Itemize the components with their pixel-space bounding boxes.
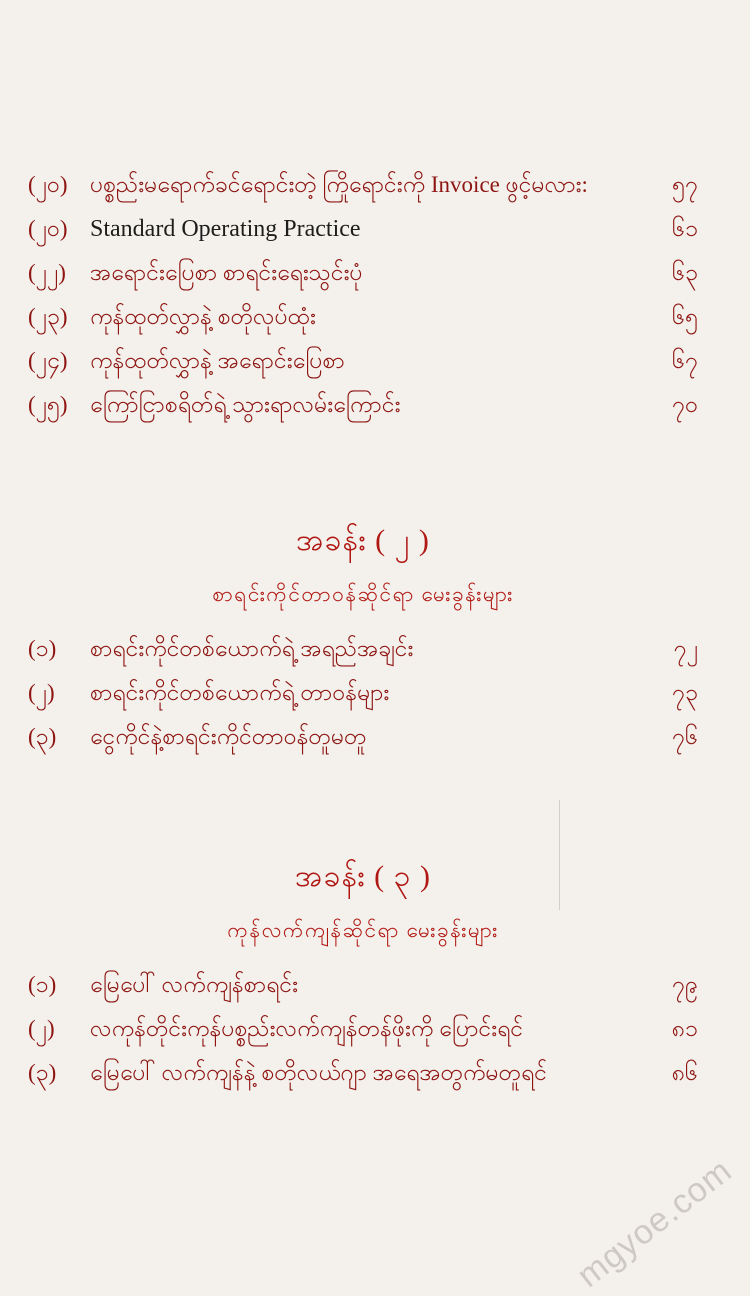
toc-item-page: ၆၇ [672, 348, 698, 373]
toc-item-number: (၂၂) [28, 260, 66, 285]
chapter-title: အခန်း ( ၃ ) [295, 860, 431, 893]
toc-item-title: ကြော်ငြာစရိတ်ရဲ့ သွားရာလမ်းကြောင်း [90, 392, 401, 417]
toc-item-page: ၇၉ [672, 972, 698, 997]
toc-item-page: ၈၁ [671, 1016, 698, 1041]
toc-item-page: ၈၆ [671, 1060, 698, 1085]
toc-item-number: (၂) [28, 680, 55, 705]
chapter-subtitle: ကုန်လက်ကျန်ဆိုင်ရာ မေးခွန်းများ [227, 918, 499, 942]
toc-item-number: (၃) [28, 724, 57, 749]
toc-item-page: ၇၀ [672, 392, 698, 417]
toc-item-title: စာရင်းကိုင်တစ်ယောက်ရဲ့ တာဝန်များ [90, 680, 390, 705]
list-item [28, 970, 698, 1014]
toc-item-title: ပစ္စည်းမရောက်ခင်ရောင်းတဲ့ ကြိုရောင်းကို Invoice ဖွင့်မလား: [90, 172, 588, 197]
toc-item-number: (၂၀) [28, 172, 68, 197]
list-item [28, 1058, 698, 1102]
list-item [28, 722, 698, 766]
toc-item-page: ၇၆ [672, 724, 698, 749]
toc-item-page: ၆၅ [672, 304, 698, 329]
list-item [28, 390, 698, 434]
list-item [28, 302, 698, 346]
toc-item-page: ၆၃ [672, 260, 698, 285]
toc-item-number: (၁) [28, 636, 57, 661]
toc-item-number: (၃) [28, 1060, 57, 1085]
chapter-three-header [28, 856, 698, 948]
toc-item-page: ၇၃ [672, 680, 698, 705]
toc-list-top [28, 170, 698, 434]
list-item [28, 170, 698, 214]
list-item [28, 1014, 698, 1058]
toc-list-chapter-three [28, 970, 698, 1102]
toc-item-title: Standard Operating Practice [90, 216, 361, 242]
toc-item-number: (၂၄) [28, 348, 68, 373]
toc-item-title: မြေပေါ် လက်ကျန်နဲ့ စတိုလယ်ဂျာ အရေအတွက်မတူရင် [90, 1060, 547, 1085]
toc-item-number: (၁) [28, 972, 57, 997]
list-item [28, 258, 698, 302]
list-item [28, 634, 698, 678]
toc-item-page: ၆၁ [672, 216, 698, 241]
toc-item-title: မြေပေါ် လက်ကျန်စာရင်း [90, 972, 298, 997]
toc-item-page: ၇၂ [673, 636, 698, 661]
chapter-title: အခန်း ( ၂ ) [296, 524, 430, 557]
list-item [28, 346, 698, 390]
watermark: mgyoe.com [570, 1151, 740, 1295]
toc-item-number: (၂၃) [28, 304, 68, 329]
toc-item-page: ၅၇ [672, 172, 698, 197]
toc-item-title: ကုန်ထုတ်လွှာနဲ့ စတိုလုပ်ထုံး [90, 304, 316, 329]
toc-list-chapter-two [28, 634, 698, 766]
toc-item-number: (၂၅) [28, 392, 68, 417]
toc-item-title: အရောင်းပြေစာ စာရင်းရေးသွင်းပုံ [90, 260, 363, 285]
chapter-subtitle: စာရင်းကိုင်တာဝန်ဆိုင်ရာ မေးခွန်းများ [212, 582, 514, 606]
chapter-two-header [28, 520, 698, 612]
toc-item-title: ငွေကိုင်နဲ့စာရင်းကိုင်တာဝန်တူမတူ [90, 724, 367, 749]
toc-item-title: စာရင်းကိုင်တစ်ယောက်ရဲ့ အရည်အချင်း [90, 636, 414, 661]
list-item [28, 678, 698, 722]
toc-item-title: လကုန်တိုင်းကုန်ပစ္စည်းလက်ကျန်တန်ဖိုးကို ပြောင်းရင် [90, 1016, 524, 1041]
toc-item-number: (၂) [28, 1016, 55, 1041]
list-item [28, 214, 698, 258]
spacer [28, 434, 698, 478]
page-edge-mark [559, 800, 560, 910]
toc-item-number: (၂၀) [28, 216, 68, 241]
toc-item-title: ကုန်ထုတ်လွှာနဲ့ အရောင်းပြေစာ [90, 348, 345, 373]
spacer [28, 766, 698, 814]
